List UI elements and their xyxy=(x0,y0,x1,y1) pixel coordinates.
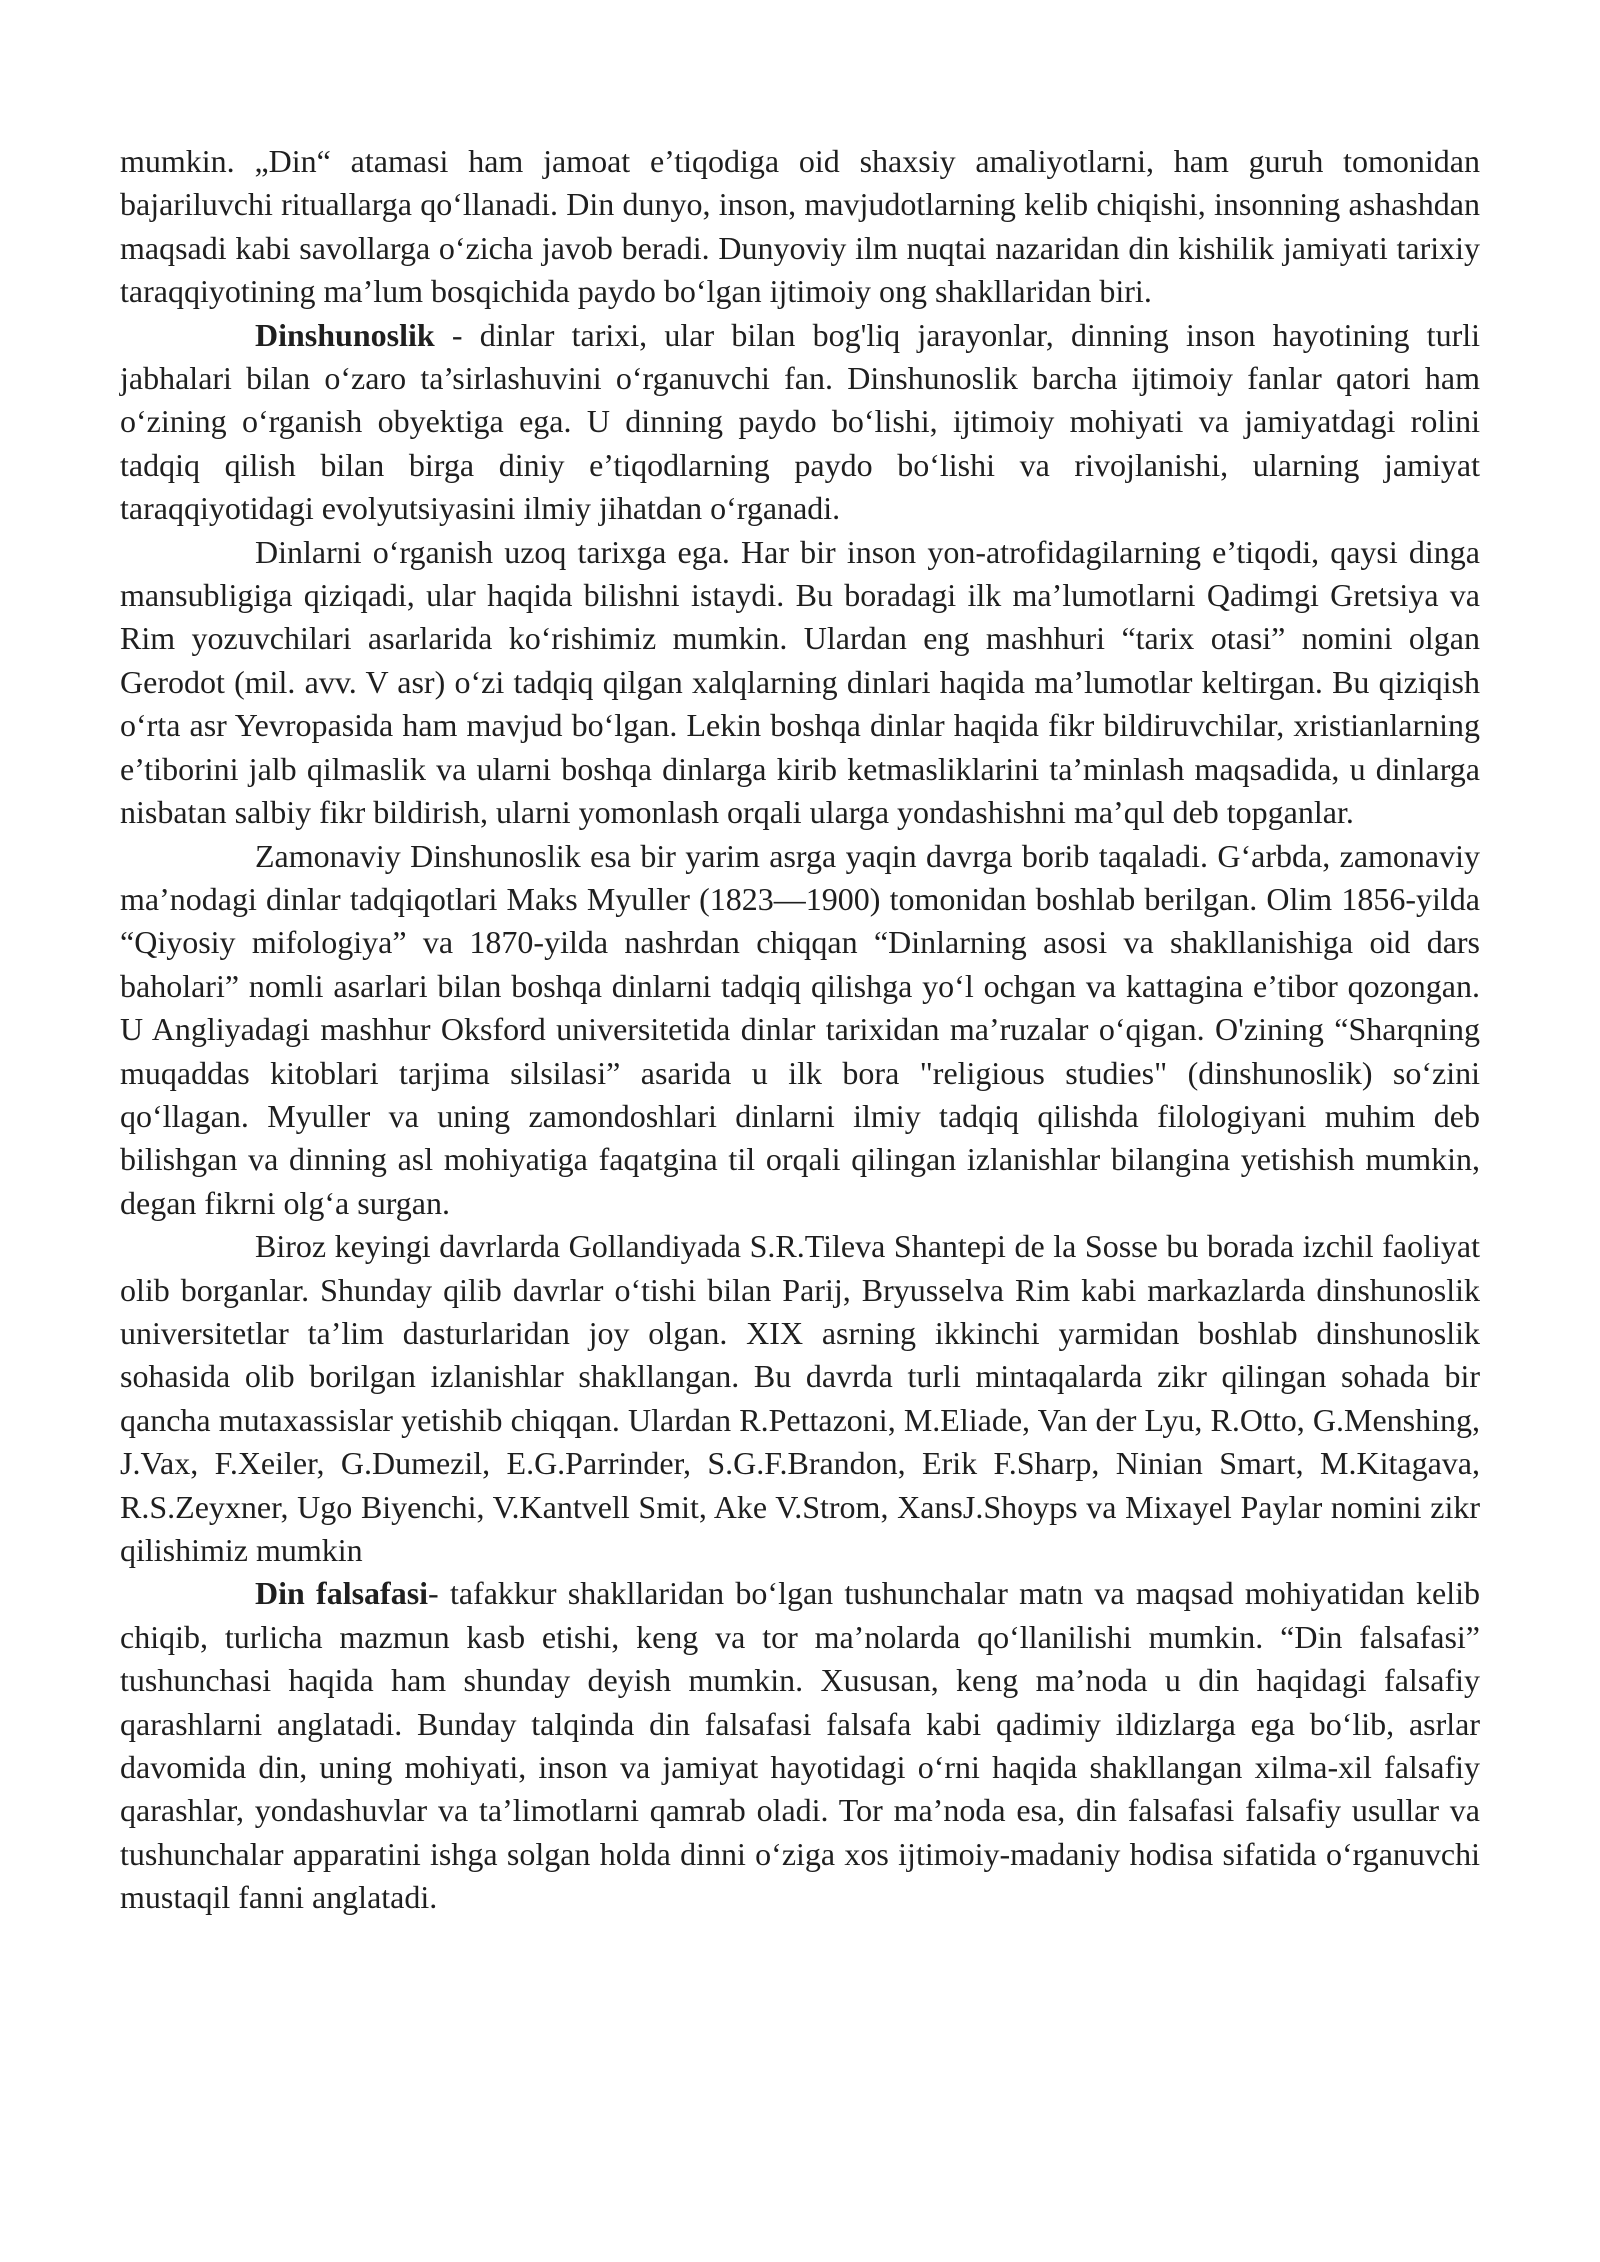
term-dinshunoslik: Dinshunoslik xyxy=(255,316,435,353)
paragraph-text: Zamonaviy Dinshunoslik esa bir yarim asrga yaqin davrga borib taqaladi. G‘arbda, zamonaviy ma’nodagi dinlar tadqiqotlari Maks Myuller (1823—1900) tomonidan boshlab berilgan. Olim 1856-yilda “Qiyosiy mifologiya” va 1870-yilda nashrdan chiqqan “Dinlarning asosi va shakllanishiga oid dars baholari” nomli asarlari bilan boshqa dinlarni tadqiq qilishga yo‘l ochgan va kattagina e’tibor qozongan. U Angliyadagi mashhur Oksford universitetida dinlar tarixidan ma’ruzalar o‘qigan. O'zining “Sharqning muqaddas kitoblari tarjima silsilasi” asarida u ilk bora "religious studies" (dinshunoslik) so‘zini qo‘llagan. Myuller va uning zamondoshlari dinlarni ilmiy tadqiq qilishda filologiyani muhim deb bilishgan va dinning asl mohiyatiga faqatgina til orqali qilingan izlanishlar bilangina yetishish mumkin, degan fikrni olg‘a surgan. xyxy=(120,837,1480,1221)
document-page xyxy=(120,140,1480,1920)
paragraph-dinshunoslik xyxy=(120,314,1480,531)
paragraph-specialists xyxy=(120,1225,1480,1572)
paragraph-history xyxy=(120,531,1480,835)
paragraph-text: mumkin. „Din“ atamasi ham jamoat e’tiqodiga oid shaxsiy amaliyotlarni, ham guruh tomonidan bajariluvchi rituallarga qo‘llanadi. Din dunyo, inson, mavjudotlarning kelib chiqishi, insonning ashashdan maqsadi kabi savollarga o‘zicha javob beradi. Dunyoviy ilm nuqtai nazaridan din kishilik jamiyati tarixiy taraqqiyotining ma’lum bosqichida paydo bo‘lgan ijtimoiy ong shakllaridan biri. xyxy=(120,143,1480,310)
paragraph-din-falsafasi xyxy=(120,1572,1480,1919)
paragraph-modern-dinshunoslik xyxy=(120,835,1480,1226)
paragraph-text: - dinlar tarixi, ular bilan bog'liq jarayonlar, dinning inson hayotining turli jabhalari bilan o‘zaro ta’sirlashuvini o‘rganuvchi fan. Dinshunoslik barcha ijtimoiy fanlar qatori ham o‘zining o‘rganish obyektiga ega. U dinning paydo bo‘lishi, ijtimoiy mohiyati va jamiyatdagi rolini tadqiq qilish bilan birga diniy e’tiqodlarning paydo bo‘lishi va rivojlanishi, ularning jamiyat taraqqiyotidagi evolyutsiyasini ilmiy jihatdan o‘rganadi. xyxy=(120,316,1480,527)
paragraph-text: Dinlarni o‘rganish uzoq tarixga ega. Har bir inson yon-atrofidagilarning e’tiqodi, qaysi dinga mansubligiga qiziqadi, ular haqida bilishni istaydi. Bu boradagi ilk ma’lumotlarni Qadimgi Gretsiya va Rim yozuvchilari asarlarida ko‘rishimiz mumkin. Ulardan eng mashhuri “tarix otasi” nomini olgan Gerodot (mil. avv. V asr) o‘zi tadqiq qilgan xalqlarning dinlari haqida ma’lumotlar keltirgan. Bu qiziqish o‘rta asr Yevropasida ham mavjud bo‘lgan. Lekin boshqa dinlar haqida fikr bildiruvchilar, xristianlarning e’tiborini jalb qilmaslik va ularni boshqa dinlarga kirib ketmasliklarini ta’minlash maqsadida, u dinlarga nisbatan salbiy fikr bildirish, ularni yomonlash orqali ularga yondashishni ma’qul deb topganlar. xyxy=(120,533,1480,831)
paragraph-din-definition xyxy=(120,140,1480,314)
paragraph-text: Biroz keyingi davrlarda Gollandiyada S.R.Tileva Shantepi de la Sosse bu borada izchil faoliyat olib borganlar. Shunday qilib davrlar o‘tishi bilan Parij, Bryusselva Rim kabi markazlarda dinshunoslik universitetlar ta’lim dasturlaridan joy olgan. XIX asrning ikkinchi yarmidan boshlab dinshunoslik sohasida olib borilgan izlanishlar shakllangan. Bu davrda turli mintaqalarda zikr qilingan sohada bir qancha mutaxassislar yetishib chiqqan. Ulardan R.Pettazoni, M.Eliade, Van der Lyu, R.Otto, G.Menshing, J.Vax, F.Xeiler, G.Dumezil, E.G.Parrinder, S.G.F.Brandon, Erik F.Sharp, Ninian Smart, M.Kitagava, R.S.Zeyxner, Ugo Biyenchi, V.Kantvell Smit, Ake V.Strom, XansJ.Shoyps va Mixayel Paylar nomini zikr qilishimiz mumkin xyxy=(120,1228,1480,1568)
term-din-falsafasi: Din falsafasi xyxy=(255,1575,429,1612)
paragraph-text: - tafakkur shakllaridan bo‘lgan tushunchalar matn va maqsad mohiyatidan kelib chiqib, turlicha mazmun kasb etishi, keng va tor ma’nolarda qo‘llanilishi mumkin. “Din falsafasi” tushunchasi haqida ham shunday deyish mumkin. Xususan, keng ma’noda u din haqidagi falsafiy qarashlarni anglatadi. Bunday talqinda din falsafasi falsafa kabi qadimiy ildizlarga ega bo‘lib, asrlar davomida din, uning mohiyati, inson va jamiyat hayotidagi o‘rni haqida shakllangan xilma-xil falsafiy qarashlar, yondashuvlar va ta’limotlarni qamrab oladi. Tor ma’noda esa, din falsafasi falsafiy usullar va tushunchalar apparatini ishga solgan holda dinni o‘ziga xos ijtimoiy-madaniy hodisa sifatida o‘rganuvchi mustaqil fanni anglatadi. xyxy=(120,1575,1481,1916)
